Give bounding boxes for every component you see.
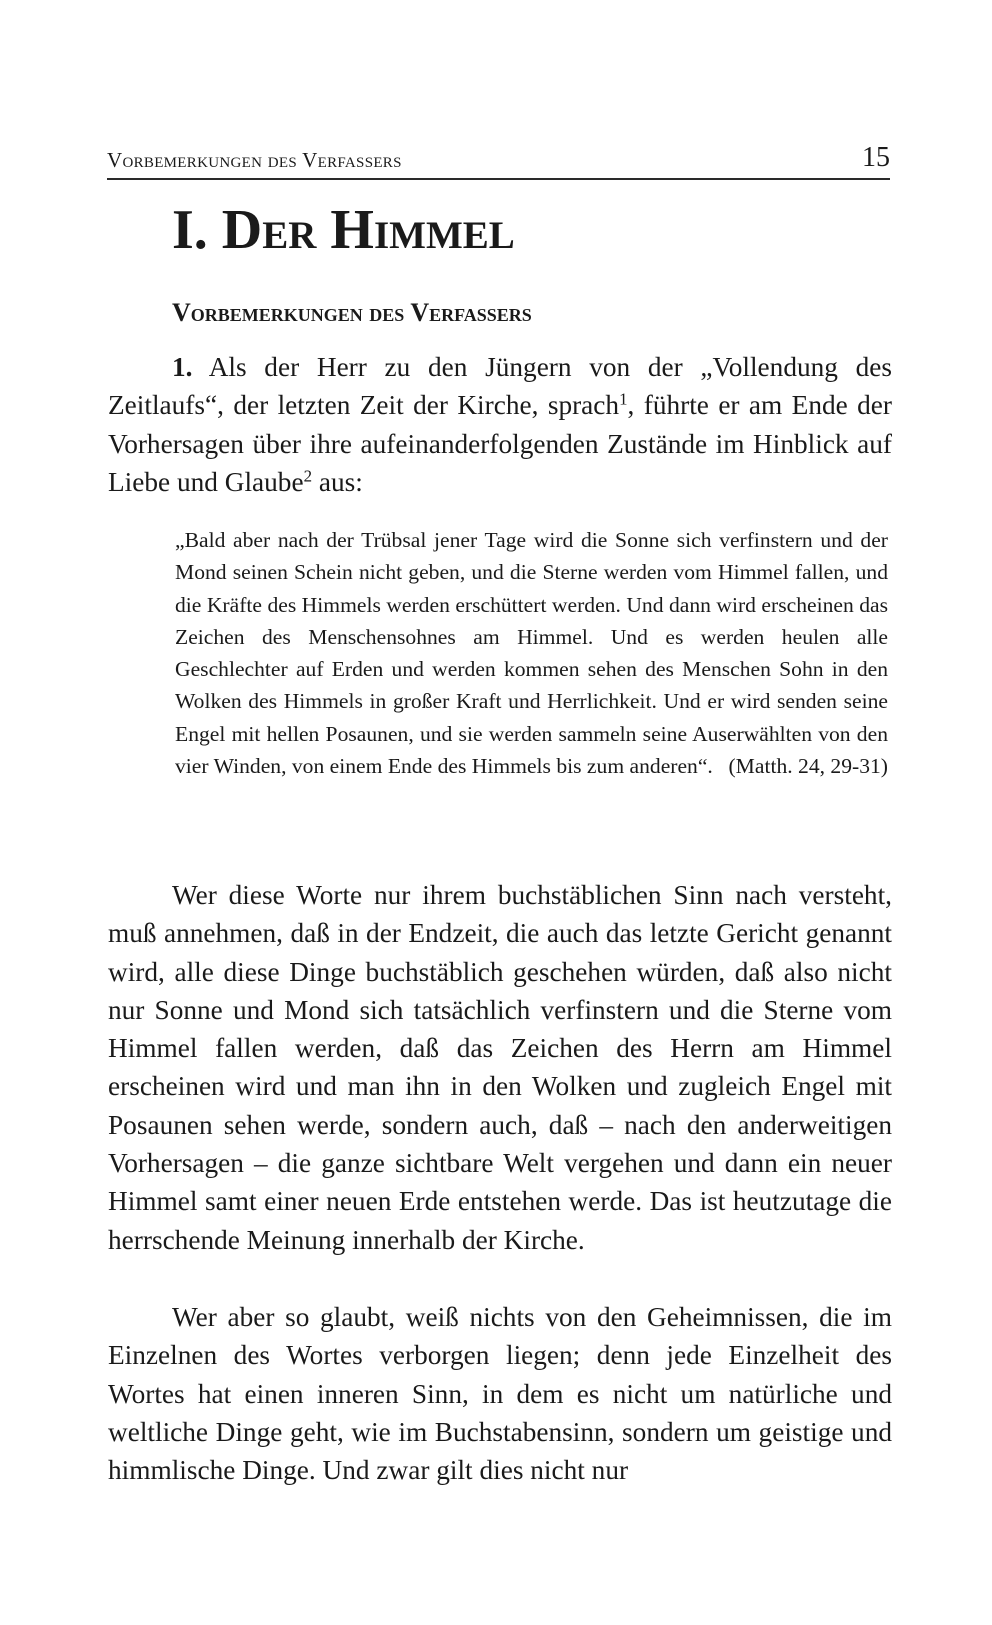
running-head-title: Vorbemerkungen des Verfassers: [107, 148, 402, 172]
running-head: [107, 140, 890, 180]
scripture-quote: [175, 524, 888, 782]
paragraph-intro: [108, 348, 892, 501]
quote-text: „Bald aber nach der Trübsal jener Tage wird die Sonne sich verfinstern und der Mond seinen Schein nicht geben, und die Sterne werden vom Himmel fallen, und die Kräfte des Himmels werden erschüttert werden. Und dann wird erscheinen das Zeichen des Menschensohnes am Himmel. Und es werden heulen alle Geschlechter auf Erden und werden kommen sehen des Menschen Sohn in den Wolken des Himmels in großer Kraft und Herrlichkeit. Und er wird senden seine Engel mit hellen Posaunen, und sie werden sammeln seine Auserwählten von den vier Winden, von einem Ende des Himmels bis zum anderen“.: [175, 528, 888, 779]
paragraph-number: 1.: [172, 352, 193, 382]
paragraph-second: Wer aber so glaubt, weiß nichts von den Geheimnissen, die im Einzelnen des Wortes verborgen liegen; denn jede Einzelheit des Wortes hat einen inneren Sinn, in dem es nicht um natürliche und weltliche Dinge geht, wie im Buchstabensinn, sondern um geistige und himmlische Dinge. Und zwar gilt dies nicht nur: [108, 1302, 892, 1486]
chapter-title: I. Der Himmel: [172, 199, 515, 261]
paragraph-intro-text-a: Als der Herr zu den Jüngern von der „Vollendung des Zeitlaufs“, der letzten Zeit der Kirche, sprach: [108, 352, 892, 421]
footnote-marker-1: 1: [619, 390, 628, 409]
section-heading: Vorbemerkungen des Verfassers: [172, 298, 532, 327]
paragraph-intro-text-b: , führte er am Ende der Vorhersagen über ihre aufeinanderfolgenden Zustände im Hinblick auf Liebe und Glaube: [108, 390, 892, 497]
page-number: 15: [862, 142, 890, 173]
quote-source: (Matth. 24, 29-31): [728, 754, 888, 779]
paragraph-main: Wer diese Worte nur ihrem buchstäblichen Sinn nach versteht, muß annehmen, daß in der Endzeit, die auch das letzte Gericht genannt wird, alle diese Dinge buchstäblich geschehen würden, daß also nicht nur Sonne und Mond sich tatsächlich verfinstern und die Sterne vom Himmel fallen werden, daß das Zeichen des Herrn am Himmel erscheinen wird und man ihn in den Wolken und zugleich Engel mit Posaunen sehen werde, sondern auch, daß – nach den anderweitigen Vorhersagen – die ganze sichtbare Welt vergehen und dann ein neuer Himmel samt einer neuen Erde entstehen werde. Das ist heutzutage die herrschende Meinung innerhalb der Kirche.: [108, 880, 892, 1255]
footnote-marker-2: 2: [303, 466, 313, 486]
paragraph-intro-text-c: aus:: [312, 466, 363, 497]
